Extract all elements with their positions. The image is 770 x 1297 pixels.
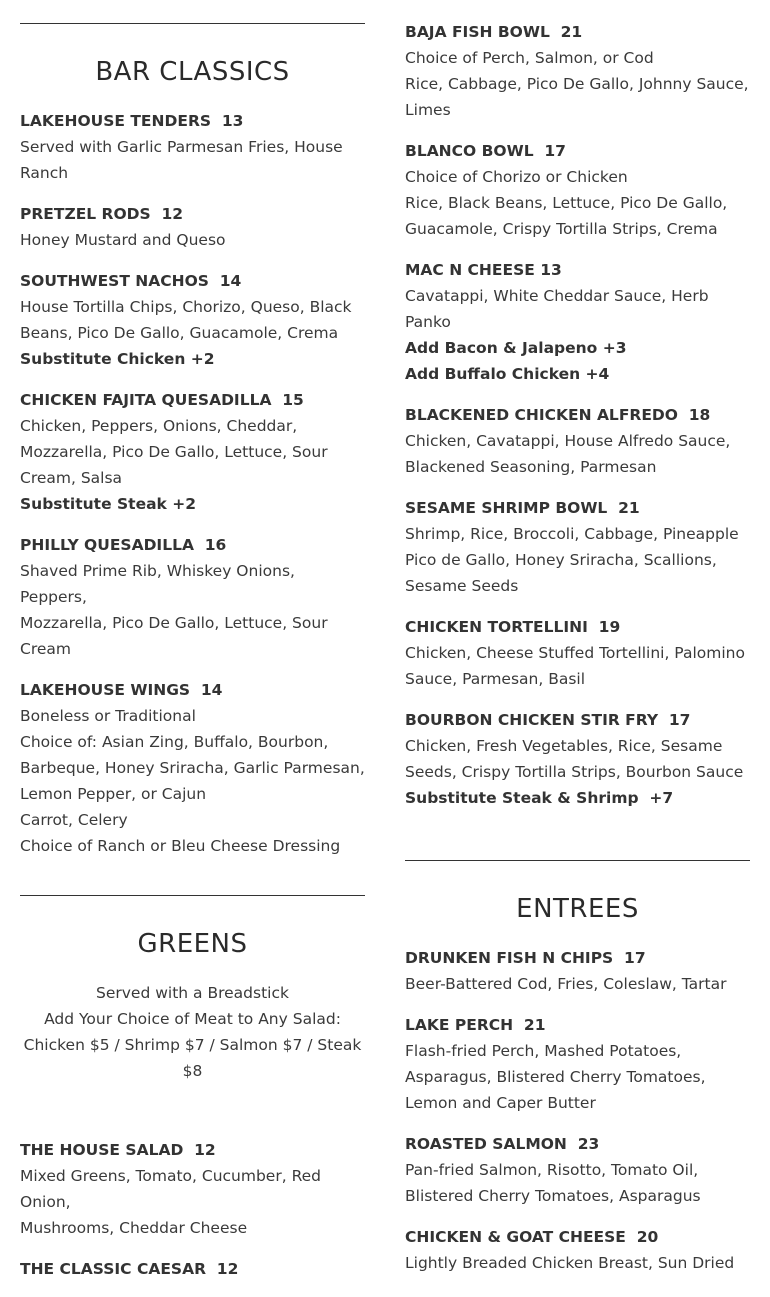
menu-item — [20, 387, 365, 517]
menu-item-title — [20, 201, 365, 227]
menu-item-desc: Rice, Black Beans, Lettuce, Pico De Gallo, — [405, 194, 728, 212]
menu-item-title — [405, 495, 750, 521]
menu-item — [20, 677, 365, 859]
menu-item-extra: Substitute Steak & Shrimp +7 — [405, 789, 674, 807]
menu-item-desc: Pan-fried Salmon, Risotto, Tomato Oil, — [405, 1161, 699, 1179]
menu-item-desc: Lightly Breaded Chicken Breast, Sun Dried — [405, 1254, 735, 1272]
menu-item-name: DRUNKEN FISH N CHIPS — [405, 949, 614, 967]
menu-item-name: THE HOUSE SALAD — [20, 1141, 184, 1159]
menu-item — [405, 19, 750, 123]
menu-item-extra: Add Buffalo Chicken +4 — [405, 365, 610, 383]
menu-item-name: CHICKEN & GOAT CHEESE — [405, 1228, 626, 1246]
menu-item-desc: Seeds, Crispy Tortilla Strips, Bourbon Sauce — [405, 763, 744, 781]
menu-item — [20, 1137, 365, 1241]
menu-item-title — [405, 1012, 750, 1038]
greens-list — [20, 1137, 365, 1282]
menu-item-desc: Boneless or Traditional — [20, 707, 196, 725]
menu-item — [20, 201, 365, 253]
menu-item-desc: Shaved Prime Rib, Whiskey Onions, Peppers, — [20, 562, 295, 606]
menu-item-desc: Chicken, Peppers, Onions, Cheddar, — [20, 417, 298, 435]
menu-item-name: MAC N CHEESE — [405, 261, 535, 279]
menu-item-price: 12 — [161, 205, 184, 223]
menu-item-desc: Rice, Cabbage, Pico De Gallo, Johnny Sauce, — [405, 75, 749, 93]
menu-item-title — [405, 138, 750, 164]
menu-item-desc: Served with Garlic Parmesan Fries, House — [20, 138, 343, 156]
menu-item — [20, 532, 365, 662]
menu-item-price: 14 — [200, 681, 223, 699]
menu-item-price: 23 — [577, 1135, 600, 1153]
menu-item-title — [20, 108, 365, 134]
menu-item — [20, 108, 365, 186]
menu-item-desc: Pico de Gallo, Honey Sriracha, Scallions, — [405, 551, 717, 569]
menu-item-extra: Add Bacon & Jalapeno +3 — [405, 339, 627, 357]
menu-item-desc: Choice of Chorizo or Chicken — [405, 168, 628, 186]
menu-item — [405, 1131, 750, 1209]
menu-item-desc: Mozzarella, Pico De Gallo, Lettuce, Sour — [20, 443, 328, 461]
menu-item-desc: Shrimp, Rice, Broccoli, Cabbage, Pineapple — [405, 525, 739, 543]
menu-item — [405, 138, 750, 242]
greens-note: Add Your Choice of Meat to Any Salad: — [44, 1010, 341, 1028]
menu-item-price: 21 — [523, 1016, 546, 1034]
menu-item-price: 21 — [618, 499, 640, 517]
menu-item-desc: Sauce, Parmesan, Basil — [405, 670, 586, 688]
menu-item-price: 21 — [560, 23, 583, 41]
entrees-list — [405, 945, 750, 1276]
menu-item-price: 17 — [668, 711, 691, 729]
menu-item-desc: Chicken, Cavatappi, House Alfredo Sauce, — [405, 432, 731, 450]
menu-item-name: PRETZEL RODS — [20, 205, 151, 223]
menu-item-desc: Flash-fried Perch, Mashed Potatoes, — [405, 1042, 682, 1060]
menu-item-desc: Ranch — [20, 164, 69, 182]
menu-item-title — [405, 945, 750, 971]
menu-item-desc: Sesame Seeds — [405, 577, 519, 595]
bar-classics-list — [20, 108, 365, 859]
greens-note: $8 — [182, 1062, 203, 1080]
menu-item-name: ROASTED SALMON — [405, 1135, 567, 1153]
menu-item-title — [405, 257, 750, 283]
menu-item-name: CHICKEN FAJITA QUESADILLA — [20, 391, 272, 409]
menu-item-desc: House Tortilla Chips, Chorizo, Queso, Black — [20, 298, 352, 316]
menu-item-title — [20, 677, 365, 703]
menu-item-name: LAKE PERCH — [405, 1016, 514, 1034]
menu-item-title — [20, 532, 365, 558]
menu-item-desc: Blackened Seasoning, Parmesan — [405, 458, 657, 476]
menu-item — [405, 402, 750, 480]
menu-item-desc: Choice of Perch, Salmon, or Cod — [405, 49, 654, 67]
menu-item-title — [405, 1224, 750, 1250]
menu-item-desc: Mixed Greens, Tomato, Cucumber, Red Onion, — [20, 1167, 322, 1211]
menu-item-title — [20, 1256, 365, 1282]
menu-item — [405, 1012, 750, 1116]
menu-item-price: 20 — [636, 1228, 659, 1246]
menu-item-desc: Choice of: Asian Zing, Buffalo, Bourbon, — [20, 733, 329, 751]
menu-item-desc: Lemon Pepper, or Cajun — [20, 785, 207, 803]
menu-item-desc: Choice of Ranch or Bleu Cheese Dressing — [20, 837, 341, 855]
menu-item — [20, 268, 365, 372]
menu-item-name: LAKEHOUSE WINGS — [20, 681, 191, 699]
menu-item-name: SOUTHWEST NACHOS — [20, 272, 209, 290]
menu-item — [405, 614, 750, 692]
menu-item-name: BAJA FISH BOWL — [405, 23, 550, 41]
menu-item-desc: Beer-Battered Cod, Fries, Coleslaw, Tartar — [405, 975, 727, 993]
section-title-bar-classics: BAR CLASSICS — [95, 57, 290, 87]
menu-item-desc: Lemon and Caper Butter — [405, 1094, 596, 1112]
menu-item-name: BLANCO BOWL — [405, 142, 534, 160]
section-divider — [405, 860, 750, 861]
menu-item-desc: Beans, Pico De Gallo, Guacamole, Crema — [20, 324, 339, 342]
menu-item-price: 17 — [544, 142, 566, 160]
menu-item-price: 19 — [598, 618, 621, 636]
greens-note: Served with a Breadstick — [96, 984, 289, 1002]
menu-item-title — [405, 19, 750, 45]
menu-item-desc: Honey Mustard and Queso — [20, 231, 226, 249]
menu-item-price: 12 — [194, 1141, 216, 1159]
menu-item-desc: Cream, Salsa — [20, 469, 123, 487]
left-column — [20, 0, 365, 1297]
section-title-greens: GREENS — [137, 929, 248, 959]
menu-item-extra: Substitute Chicken +2 — [20, 350, 215, 368]
section-divider — [20, 895, 365, 896]
menu-item — [405, 945, 750, 997]
menu-item-name: PHILLY QUESADILLA — [20, 536, 194, 554]
menu-item-name: BLACKENED CHICKEN ALFREDO — [405, 406, 678, 424]
menu-item-title — [20, 387, 365, 413]
greens-note: Chicken $5 / Shrimp $7 / Salmon $7 / Steak — [23, 1036, 362, 1054]
section-title-entrees: ENTREES — [516, 894, 639, 924]
menu-item-desc: Cream — [20, 640, 71, 658]
menu-item-desc: Limes — [405, 101, 451, 119]
menu-item-title — [405, 402, 750, 428]
menu-item-title — [405, 707, 750, 733]
section-divider — [20, 23, 365, 24]
menu-item-desc: Blistered Cherry Tomatoes, Asparagus — [405, 1187, 701, 1205]
menu-item-price: 16 — [204, 536, 227, 554]
menu-item-desc: Cavatappi, White Cheddar Sauce, Herb Panko — [405, 287, 709, 331]
menu-item-desc: Mushrooms, Cheddar Cheese — [20, 1219, 248, 1237]
right-column — [405, 0, 750, 1291]
menu-item-title — [405, 1131, 750, 1157]
menu-item-price: 13 — [221, 112, 244, 130]
menu-item-price: 12 — [216, 1260, 239, 1278]
menu-item — [405, 1224, 750, 1276]
menu-item-name: LAKEHOUSE TENDERS — [20, 112, 212, 130]
menu-item-price: 14 — [219, 272, 242, 290]
greens-notes — [20, 980, 365, 1084]
menu-item-desc: Guacamole, Crispy Tortilla Strips, Crema — [405, 220, 718, 238]
menu-item-price: 17 — [624, 949, 646, 967]
menu-item-desc: Chicken, Fresh Vegetables, Rice, Sesame — [405, 737, 723, 755]
menu-item-name: THE CLASSIC CAESAR — [20, 1260, 206, 1278]
menu-item-extra: Substitute Steak +2 — [20, 495, 197, 513]
menu-item-title — [20, 1137, 365, 1163]
menu-item — [405, 707, 750, 811]
menu-item-name: BOURBON CHICKEN STIR FRY — [405, 711, 659, 729]
menu-item-title — [20, 268, 365, 294]
menu-item-price: 13 — [540, 261, 562, 279]
menu-item — [405, 257, 750, 387]
menu-item-title — [405, 614, 750, 640]
menu-item-price: 15 — [282, 391, 304, 409]
menu-item — [20, 1256, 365, 1282]
menu-item-desc: Asparagus, Blistered Cherry Tomatoes, — [405, 1068, 706, 1086]
menu-item-desc: Barbeque, Honey Sriracha, Garlic Parmesan, — [20, 759, 365, 777]
menu-item-desc: Chicken, Cheese Stuffed Tortellini, Palomino — [405, 644, 745, 662]
menu-item-desc: Mozzarella, Pico De Gallo, Lettuce, Sour — [20, 614, 328, 632]
menu-item-desc: Carrot, Celery — [20, 811, 128, 829]
bowls-list — [405, 19, 750, 811]
menu-item-name: CHICKEN TORTELLINI — [405, 618, 588, 636]
menu-item-name: SESAME SHRIMP BOWL — [405, 499, 608, 517]
menu-item-price: 18 — [688, 406, 711, 424]
menu-item — [405, 495, 750, 599]
